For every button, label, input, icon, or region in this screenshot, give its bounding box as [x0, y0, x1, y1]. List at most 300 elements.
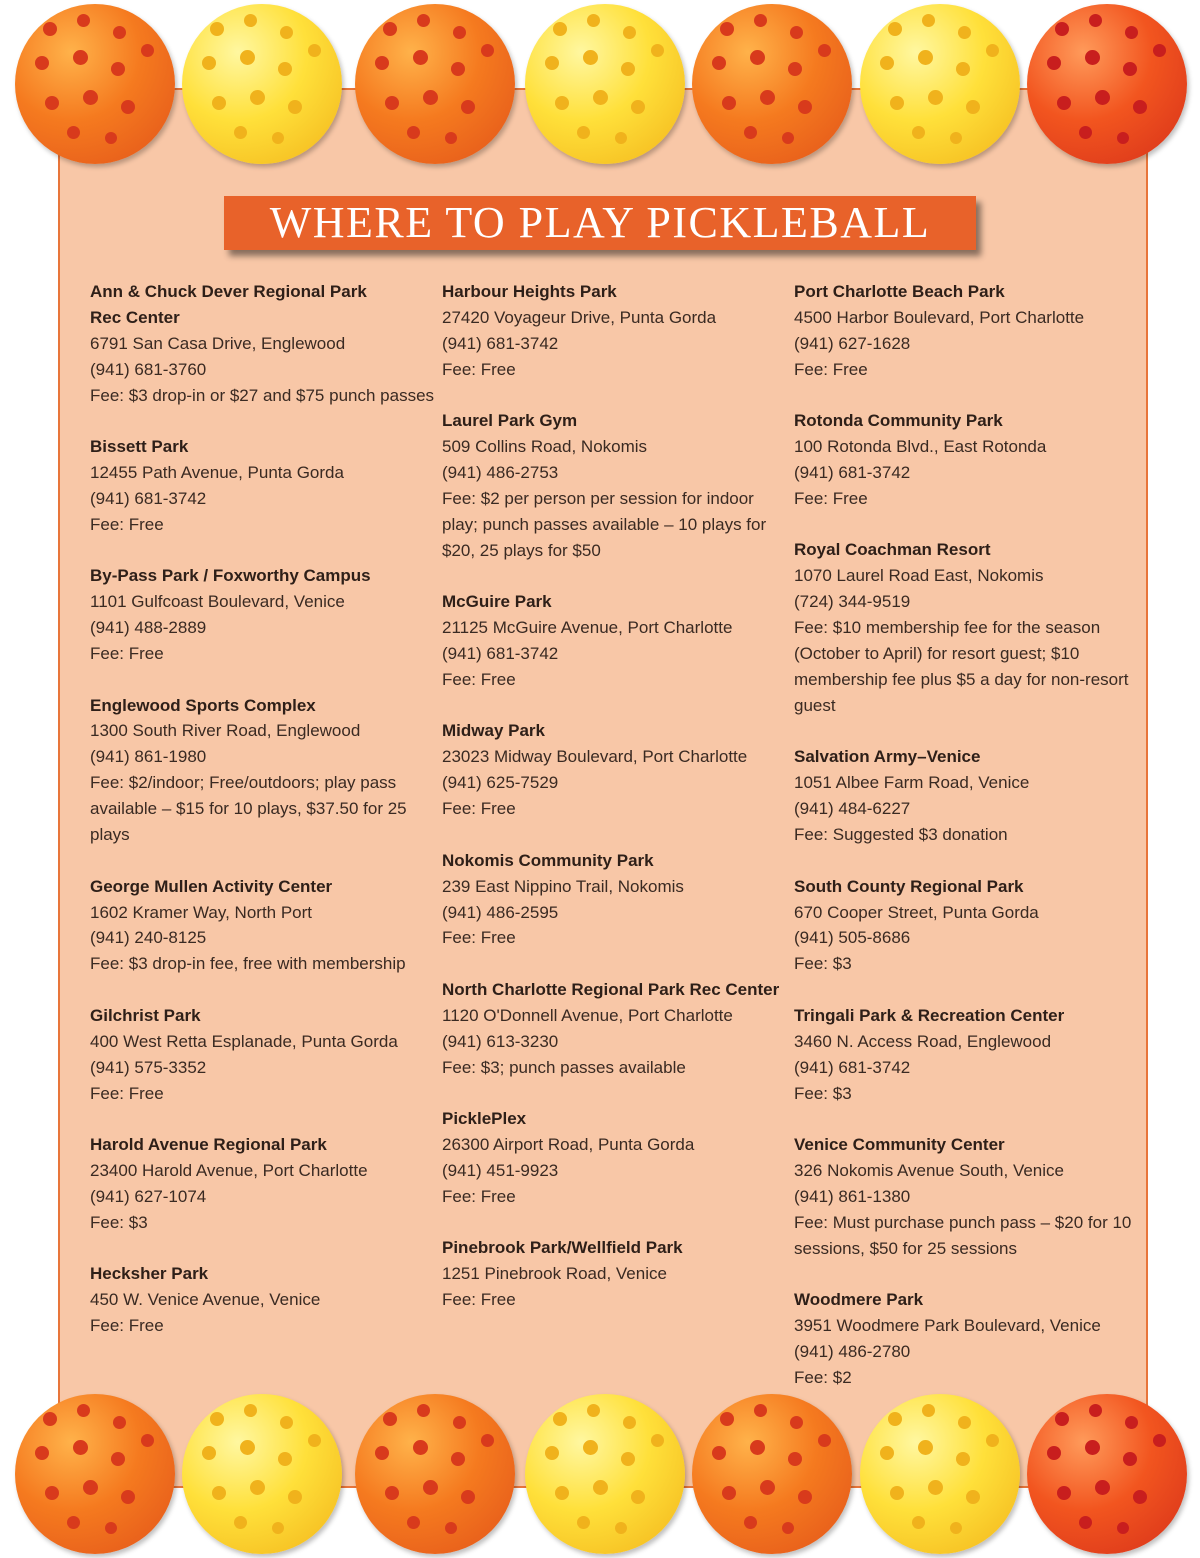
location-entry	[794, 408, 1134, 512]
ball-hole	[631, 1490, 645, 1504]
location-address: 23400 Harold Avenue, Port Charlotte	[90, 1160, 368, 1180]
location-phone: (941) 575-3352	[90, 1057, 207, 1077]
pickleball-icon	[15, 4, 175, 164]
location-phone: (941) 627-1628	[794, 333, 911, 353]
ball-hole	[45, 1486, 59, 1500]
location-address: 1300 South River Road, Englewood	[90, 721, 361, 741]
location-entry	[90, 693, 435, 848]
location-fee: Fee: Free	[442, 669, 516, 689]
location-phone: (941) 681-3760	[90, 359, 207, 379]
ball-hole	[928, 1480, 943, 1495]
ball-hole	[113, 26, 126, 39]
location-entry	[90, 1261, 435, 1339]
ball-hole	[760, 90, 775, 105]
ball-hole	[375, 56, 389, 70]
location-address: 100 Rotonda Blvd., East Rotonda	[794, 437, 1047, 457]
ball-hole	[621, 62, 635, 76]
ball-hole	[105, 1522, 117, 1534]
location-name: Port Charlotte Beach Park	[794, 282, 1005, 301]
location-phone: (941) 240-8125	[90, 928, 207, 948]
location-address: 239 East Nippino Trail, Nokomis	[442, 876, 684, 896]
location-name: Tringali Park & Recreation Center	[794, 1005, 1065, 1025]
ball-hole	[278, 62, 292, 76]
ball-hole	[375, 1446, 389, 1460]
pickleball-icon	[692, 1394, 852, 1554]
ball-hole	[77, 1404, 90, 1417]
location-address: 6791 San Casa Drive, Englewood	[90, 333, 346, 353]
ball-hole	[141, 1434, 154, 1447]
ball-hole	[385, 1486, 399, 1500]
location-fee: Fee: Must purchase punch pass – $20 for 10 sessions, $50 for 25 sessions	[794, 1212, 1132, 1258]
ball-hole	[722, 1486, 736, 1500]
location-name: Royal Coachman Resort	[794, 540, 991, 560]
ball-hole	[1125, 26, 1138, 39]
location-address: 23023 Midway Boulevard, Port Charlotte	[442, 747, 748, 767]
ball-hole	[280, 26, 293, 39]
location-phone: (941) 613-3230	[442, 1031, 559, 1051]
location-name: Ann & Chuck Dever Regional Park	[90, 282, 367, 301]
ball-hole	[1089, 14, 1102, 27]
location-address: 4500 Harbor Boulevard, Port Charlotte	[794, 307, 1085, 327]
location-name: Harold Avenue Regional Park	[90, 1135, 327, 1155]
location-entry	[90, 1003, 435, 1107]
ball-hole	[754, 1404, 767, 1417]
ball-hole	[73, 50, 88, 65]
location-fee: Fee: $2/indoor; Free/outdoors; play pass available – $15 for 10 plays, $37.50 for 25 plays	[90, 773, 407, 845]
location-address: 326 Nokomis Avenue South, Venice	[794, 1160, 1064, 1180]
ball-hole	[760, 1480, 775, 1495]
ball-hole	[77, 14, 90, 27]
location-name: Rec Center	[90, 307, 180, 327]
ball-hole	[1133, 100, 1147, 114]
location-entry	[442, 718, 782, 822]
ball-hole	[1133, 1490, 1147, 1504]
location-name: Gilchrist Park	[90, 1005, 201, 1025]
location-fee: Fee: Free	[794, 488, 868, 508]
ball-hole	[1153, 1434, 1166, 1447]
ball-hole	[750, 1440, 765, 1455]
ball-hole	[461, 100, 475, 114]
ball-hole	[623, 26, 636, 39]
ball-hole	[818, 1434, 831, 1447]
ball-hole	[912, 1516, 925, 1529]
location-name: McGuire Park	[442, 592, 552, 612]
location-phone: (941) 486-2753	[442, 463, 559, 483]
location-name: Venice Community Center	[794, 1135, 1005, 1155]
ball-hole	[272, 132, 284, 144]
ball-hole	[950, 1522, 962, 1534]
location-fee: Fee: $3 drop-in fee, free with membership	[90, 954, 406, 974]
location-phone: (941) 627-1074	[90, 1186, 207, 1206]
ball-hole	[577, 126, 590, 139]
ball-hole	[958, 26, 971, 39]
location-address: 1120 O'Donnell Avenue, Port Charlotte	[442, 1005, 733, 1025]
location-address: 27420 Voyageur Drive, Punta Gorda	[442, 307, 717, 327]
location-fee: Fee: Free	[90, 514, 164, 534]
ball-hole	[141, 44, 154, 57]
ball-hole	[451, 1452, 465, 1466]
ball-hole	[385, 96, 399, 110]
ball-hole	[240, 50, 255, 65]
ball-hole	[383, 22, 397, 36]
location-name: Harbour Heights Park	[442, 282, 617, 301]
pickleball-icon	[355, 4, 515, 164]
top-ball-border	[0, 0, 1200, 170]
location-name: Woodmere Park	[794, 1290, 924, 1310]
location-entry	[90, 874, 435, 978]
location-phone: (941) 486-2595	[442, 902, 559, 922]
ball-hole	[272, 1522, 284, 1534]
location-address: 1602 Kramer Way, North Port	[90, 902, 313, 922]
ball-hole	[890, 96, 904, 110]
ball-hole	[615, 1522, 627, 1534]
pickleball-icon	[1027, 1394, 1187, 1554]
location-phone: (941) 486-2780	[794, 1341, 911, 1361]
ball-hole	[244, 14, 257, 27]
pickleball-icon	[355, 1394, 515, 1554]
ball-hole	[121, 100, 135, 114]
location-entry	[90, 434, 435, 538]
location-entry	[794, 1287, 1134, 1391]
ball-hole	[555, 1486, 569, 1500]
ball-hole	[278, 1452, 292, 1466]
ball-hole	[43, 1412, 57, 1426]
location-fee: Fee: $10 membership fee for the season (October to April) for resort guest; $10 membership fee plus $5 a day for non-resort guest	[794, 618, 1129, 715]
ball-hole	[615, 132, 627, 144]
ball-hole	[1079, 126, 1092, 139]
location-fee: Fee: Free	[442, 1290, 516, 1310]
location-name: Salvation Army–Venice	[794, 747, 981, 767]
location-fee: Fee: $2	[794, 1367, 852, 1387]
ball-hole	[407, 1516, 420, 1529]
location-name: George Mullen Activity Center	[90, 876, 333, 896]
ball-hole	[888, 22, 902, 36]
ball-hole	[720, 22, 734, 36]
ball-hole	[481, 1434, 494, 1447]
ball-hole	[413, 1440, 428, 1455]
ball-hole	[105, 132, 117, 144]
location-entry	[90, 1132, 435, 1236]
ball-hole	[545, 1446, 559, 1460]
ball-hole	[744, 1516, 757, 1529]
ball-hole	[922, 14, 935, 27]
ball-hole	[111, 1452, 125, 1466]
ball-hole	[553, 1412, 567, 1426]
ball-hole	[417, 1404, 430, 1417]
location-entry	[90, 563, 435, 667]
ball-hole	[651, 1434, 664, 1447]
ball-hole	[111, 62, 125, 76]
ball-hole	[712, 56, 726, 70]
ball-hole	[1055, 22, 1069, 36]
location-phone: (941) 861-1980	[90, 747, 207, 767]
ball-hole	[1123, 62, 1137, 76]
location-name: Bissett Park	[90, 437, 189, 457]
location-entry	[794, 1132, 1134, 1262]
ball-hole	[383, 1412, 397, 1426]
pickleball-icon	[525, 1394, 685, 1554]
ball-hole	[83, 1480, 98, 1495]
ball-hole	[782, 1522, 794, 1534]
ball-hole	[73, 1440, 88, 1455]
location-name: Rotonda Community Park	[794, 411, 1003, 431]
pickleball-icon	[525, 4, 685, 164]
location-entry	[794, 537, 1134, 718]
location-phone: (724) 344-9519	[794, 592, 911, 612]
ball-hole	[593, 1480, 608, 1495]
ball-hole	[250, 90, 265, 105]
ball-hole	[67, 126, 80, 139]
ball-hole	[958, 1416, 971, 1429]
location-entry	[442, 848, 782, 952]
location-address: 450 W. Venice Avenue, Venice	[90, 1290, 321, 1310]
location-address: 400 West Retta Esplanade, Punta Gorda	[90, 1031, 398, 1051]
location-address: 3460 N. Access Road, Englewood	[794, 1031, 1052, 1051]
ball-hole	[587, 1404, 600, 1417]
location-phone: (941) 625-7529	[442, 773, 559, 793]
ball-hole	[210, 1412, 224, 1426]
location-name: PicklePlex	[442, 1109, 527, 1129]
location-name: By-Pass Park / Foxworthy Campus	[90, 566, 371, 586]
location-address: 1070 Laurel Road East, Nokomis	[794, 566, 1044, 586]
ball-hole	[1095, 1480, 1110, 1495]
pickleball-icon	[692, 4, 852, 164]
ball-hole	[234, 126, 247, 139]
location-name: Englewood Sports Complex	[90, 695, 316, 715]
ball-hole	[1117, 1522, 1129, 1534]
ball-hole	[880, 56, 894, 70]
ball-hole	[407, 126, 420, 139]
location-name: North Charlotte Regional Park Rec Center	[442, 979, 780, 999]
ball-hole	[288, 100, 302, 114]
ball-hole	[35, 56, 49, 70]
location-address: 3951 Woodmere Park Boulevard, Venice	[794, 1316, 1101, 1336]
location-name: Hecksher Park	[90, 1264, 209, 1284]
ball-hole	[577, 1516, 590, 1529]
location-phone: (941) 484-6227	[794, 799, 911, 819]
ball-hole	[1079, 1516, 1092, 1529]
ball-hole	[750, 50, 765, 65]
ball-hole	[288, 1490, 302, 1504]
location-address: 670 Cooper Street, Punta Gorda	[794, 902, 1039, 922]
location-fee: Fee: $3	[794, 1083, 852, 1103]
location-entry	[442, 1235, 782, 1313]
ball-hole	[818, 44, 831, 57]
location-fee: Fee: Free	[442, 1186, 516, 1206]
ball-hole	[1117, 132, 1129, 144]
ball-hole	[798, 1490, 812, 1504]
location-fee: Fee: $2 per person per session for indoor play; punch passes available – 10 plays for $20, 25 plays for $50	[442, 488, 767, 560]
ball-hole	[113, 1416, 126, 1429]
ball-hole	[1095, 90, 1110, 105]
ball-hole	[453, 1416, 466, 1429]
ball-hole	[790, 1416, 803, 1429]
ball-hole	[417, 14, 430, 27]
pickleball-icon	[15, 1394, 175, 1554]
ball-hole	[308, 1434, 321, 1447]
location-phone: (941) 681-3742	[442, 333, 559, 353]
ball-hole	[1047, 56, 1061, 70]
ball-hole	[956, 1452, 970, 1466]
ball-hole	[720, 1412, 734, 1426]
ball-hole	[712, 1446, 726, 1460]
ball-hole	[788, 62, 802, 76]
ball-hole	[912, 126, 925, 139]
ball-hole	[950, 132, 962, 144]
ball-hole	[798, 100, 812, 114]
location-phone: (941) 505-8686	[794, 928, 911, 948]
ball-hole	[986, 1434, 999, 1447]
ball-hole	[212, 96, 226, 110]
ball-hole	[1125, 1416, 1138, 1429]
location-name: Midway Park	[442, 721, 545, 741]
ball-hole	[621, 1452, 635, 1466]
location-name: South County Regional Park	[794, 876, 1024, 896]
ball-hole	[583, 1440, 598, 1455]
ball-hole	[244, 1404, 257, 1417]
location-name: Nokomis Community Park	[442, 850, 654, 870]
ball-hole	[722, 96, 736, 110]
ball-hole	[212, 1486, 226, 1500]
location-phone: (941) 451-9923	[442, 1160, 559, 1180]
location-fee: Fee: Free	[442, 359, 516, 379]
location-fee: Fee: $3	[794, 954, 852, 974]
location-address: 21125 McGuire Avenue, Port Charlotte	[442, 618, 733, 638]
location-entry	[794, 279, 1134, 383]
location-name: Pinebrook Park/Wellfield Park	[442, 1238, 683, 1258]
listing-column-2	[442, 279, 782, 1339]
location-entry	[794, 874, 1134, 978]
ball-hole	[880, 1446, 894, 1460]
ball-hole	[583, 50, 598, 65]
page-title: WHERE TO PLAY PICKLEBALL	[269, 198, 931, 247]
location-fee: Fee: Free	[90, 1083, 164, 1103]
ball-hole	[481, 44, 494, 57]
location-entry	[442, 977, 782, 1081]
ball-hole	[555, 96, 569, 110]
listing-column-1	[90, 279, 435, 1365]
ball-hole	[202, 1446, 216, 1460]
ball-hole	[453, 26, 466, 39]
ball-hole	[121, 1490, 135, 1504]
ball-hole	[210, 22, 224, 36]
pickleball-icon	[1027, 4, 1187, 164]
ball-hole	[234, 1516, 247, 1529]
location-entry	[442, 279, 782, 383]
ball-hole	[423, 1480, 438, 1495]
pickleball-icon	[860, 1394, 1020, 1554]
listing-column-3	[794, 279, 1134, 1416]
location-fee: Fee: $3	[90, 1212, 148, 1232]
ball-hole	[45, 96, 59, 110]
ball-hole	[202, 56, 216, 70]
ball-hole	[545, 56, 559, 70]
ball-hole	[744, 126, 757, 139]
location-address: 1101 Gulfcoast Boulevard, Venice	[90, 592, 345, 612]
ball-hole	[790, 26, 803, 39]
location-fee: Fee: Free	[90, 1316, 164, 1336]
ball-hole	[240, 1440, 255, 1455]
ball-hole	[35, 1446, 49, 1460]
ball-hole	[413, 50, 428, 65]
pickleball-icon	[182, 1394, 342, 1554]
location-phone: (941) 488-2889	[90, 618, 207, 638]
location-address: 509 Collins Road, Nokomis	[442, 437, 648, 457]
location-fee: Fee: Suggested $3 donation	[794, 825, 1008, 845]
location-phone: (941) 681-3742	[794, 463, 911, 483]
ball-hole	[1047, 1446, 1061, 1460]
ball-hole	[593, 90, 608, 105]
ball-hole	[1057, 1486, 1071, 1500]
location-entry	[442, 589, 782, 693]
ball-hole	[451, 62, 465, 76]
ball-hole	[623, 1416, 636, 1429]
ball-hole	[1057, 96, 1071, 110]
location-entry	[794, 744, 1134, 848]
location-entry	[442, 1106, 782, 1210]
location-address: 1251 Pinebrook Road, Venice	[442, 1264, 667, 1284]
ball-hole	[918, 50, 933, 65]
pickleball-icon	[860, 4, 1020, 164]
location-address: 1051 Albee Farm Road, Venice	[794, 773, 1030, 793]
ball-hole	[445, 1522, 457, 1534]
ball-hole	[43, 22, 57, 36]
ball-hole	[1085, 50, 1100, 65]
location-entry	[442, 408, 782, 563]
title-banner	[224, 196, 976, 250]
ball-hole	[461, 1490, 475, 1504]
location-phone: (941) 681-3742	[442, 644, 559, 664]
ball-hole	[308, 44, 321, 57]
ball-hole	[631, 100, 645, 114]
ball-hole	[67, 1516, 80, 1529]
ball-hole	[651, 44, 664, 57]
location-fee: Fee: $3; punch passes available	[442, 1057, 686, 1077]
ball-hole	[966, 1490, 980, 1504]
ball-hole	[1153, 44, 1166, 57]
ball-hole	[754, 14, 767, 27]
ball-hole	[782, 132, 794, 144]
location-fee: Fee: Free	[794, 359, 868, 379]
ball-hole	[890, 1486, 904, 1500]
ball-hole	[553, 22, 567, 36]
location-fee: Fee: Free	[442, 928, 516, 948]
ball-hole	[918, 1440, 933, 1455]
ball-hole	[986, 44, 999, 57]
ball-hole	[83, 90, 98, 105]
ball-hole	[956, 62, 970, 76]
location-phone: (941) 681-3742	[794, 1057, 911, 1077]
ball-hole	[928, 90, 943, 105]
ball-hole	[250, 1480, 265, 1495]
location-fee: Fee: Free	[90, 644, 164, 664]
ball-hole	[445, 132, 457, 144]
location-fee: Fee: $3 drop-in or $27 and $75 punch passes	[90, 385, 435, 405]
ball-hole	[788, 1452, 802, 1466]
location-fee: Fee: Free	[442, 799, 516, 819]
ball-hole	[1085, 1440, 1100, 1455]
location-name: Laurel Park Gym	[442, 411, 578, 431]
ball-hole	[587, 14, 600, 27]
ball-hole	[1123, 1452, 1137, 1466]
ball-hole	[280, 1416, 293, 1429]
ball-hole	[423, 90, 438, 105]
location-address: 26300 Airport Road, Punta Gorda	[442, 1135, 695, 1155]
location-entry	[90, 279, 435, 409]
location-phone: (941) 861-1380	[794, 1186, 911, 1206]
pickleball-icon	[182, 4, 342, 164]
location-address: 12455 Path Avenue, Punta Gorda	[90, 463, 344, 483]
